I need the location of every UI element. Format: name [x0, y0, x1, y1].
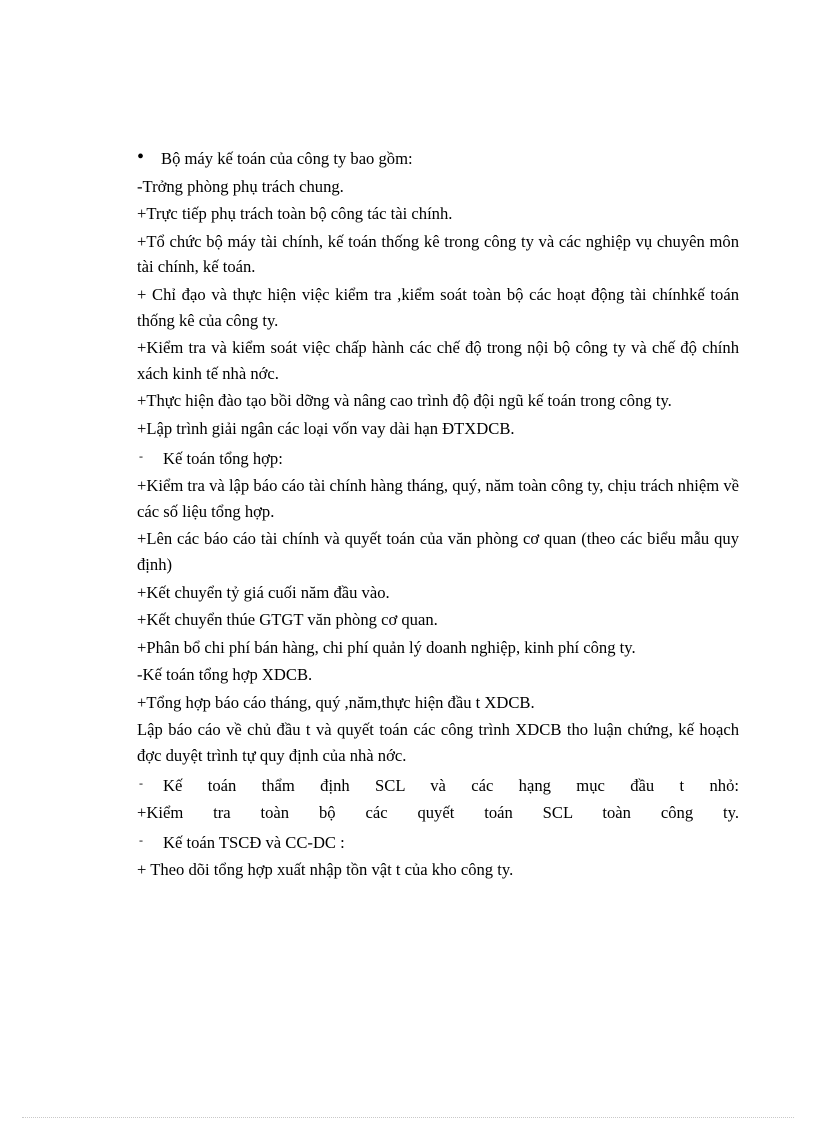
chief-duty: +Lập trình giải ngân các loại vốn vay dài hạn ĐTXDCB. [137, 418, 515, 438]
general-accountant-title: Kế toán tổng hợp: [163, 448, 283, 468]
chief-duty: +Trực tiếp phụ trách toàn bộ công tác tài chính. [137, 204, 453, 224]
assets-title: Kế toán TSCĐ và CC-DC : [163, 832, 345, 852]
appraisal-duty: +Kiểm tra toàn bộ các quyết toán SCL toàn công ty. [137, 803, 739, 823]
assets-duty: + Theo dõi tổng hợp xuất nhập tồn vật t của kho công ty. [137, 860, 514, 880]
general-duty: +Kết chuyển tỷ giá cuối năm đầu vào. [137, 582, 390, 602]
appraisal-title: Kế toán thẩm định SCL và các hạng mục đầu t nhỏ: [163, 775, 739, 795]
general-duty: +Tổng hợp báo cáo tháng, quý ,năm,thực hiện đầu t XDCB. [137, 692, 535, 712]
chief-duty: +Tổ chức bộ máy tài chính, kế toán thống kê trong công ty và các nghiệp vụ chuyên môn tài chính, kế toán. [137, 231, 739, 277]
bullet-icon: • [137, 146, 145, 168]
general-duty: -Kế toán tổng hợp XDCB. [137, 665, 313, 685]
footer-divider [22, 1117, 794, 1118]
dash-marker: - [139, 448, 143, 463]
chief-accountant-title: -Trởng phòng phụ trách chung. [137, 176, 344, 196]
chief-duty: + Chỉ đạo và thực hiện việc kiểm tra ,kiểm soát toàn bộ các hoạt động tài chínhkế toán thống kê của công ty. [137, 284, 739, 330]
general-accountant-heading [137, 446, 739, 472]
general-duty: +Lên các báo cáo tài chính và quyết toán của văn phòng cơ quan (theo các biểu mẫu quy định) [137, 529, 739, 574]
general-duty: +Kết chuyển thúe GTGT văn phòng cơ quan. [137, 610, 438, 630]
general-duty: +Phân bổ chi phí bán hàng, chi phí quản lý doanh nghiệp, kinh phí công ty. [137, 637, 636, 657]
dash-marker: - [139, 832, 143, 847]
document-body [137, 146, 739, 885]
chief-duty: +Kiểm tra và kiểm soát việc chấp hành các chế độ trong nội bộ công ty và chế độ chính xách kinh tế nhà nớc. [137, 338, 739, 383]
general-duty: Lập báo cáo về chủ đầu t và quyết toán các công trình XDCB tho luận chứng, kế hoạch đợc duyệt trình tự quy định của nhà nớc. [137, 720, 739, 766]
assets-heading [137, 830, 739, 856]
section-heading [137, 146, 739, 172]
chief-duty: +Thực hiện đào tạo bồi dỡng và nâng cao trình độ đội ngũ kế toán trong công ty. [137, 391, 672, 411]
dash-marker: - [139, 775, 143, 790]
heading-text: Bộ máy kế toán của công ty bao gồm: [161, 149, 413, 168]
general-duty: +Kiểm tra và lập báo cáo tài chính hàng tháng, quý, năm toàn công ty, chịu trách nhiệm về các số liệu tổng hợp. [137, 476, 739, 521]
appraisal-heading [137, 773, 739, 799]
